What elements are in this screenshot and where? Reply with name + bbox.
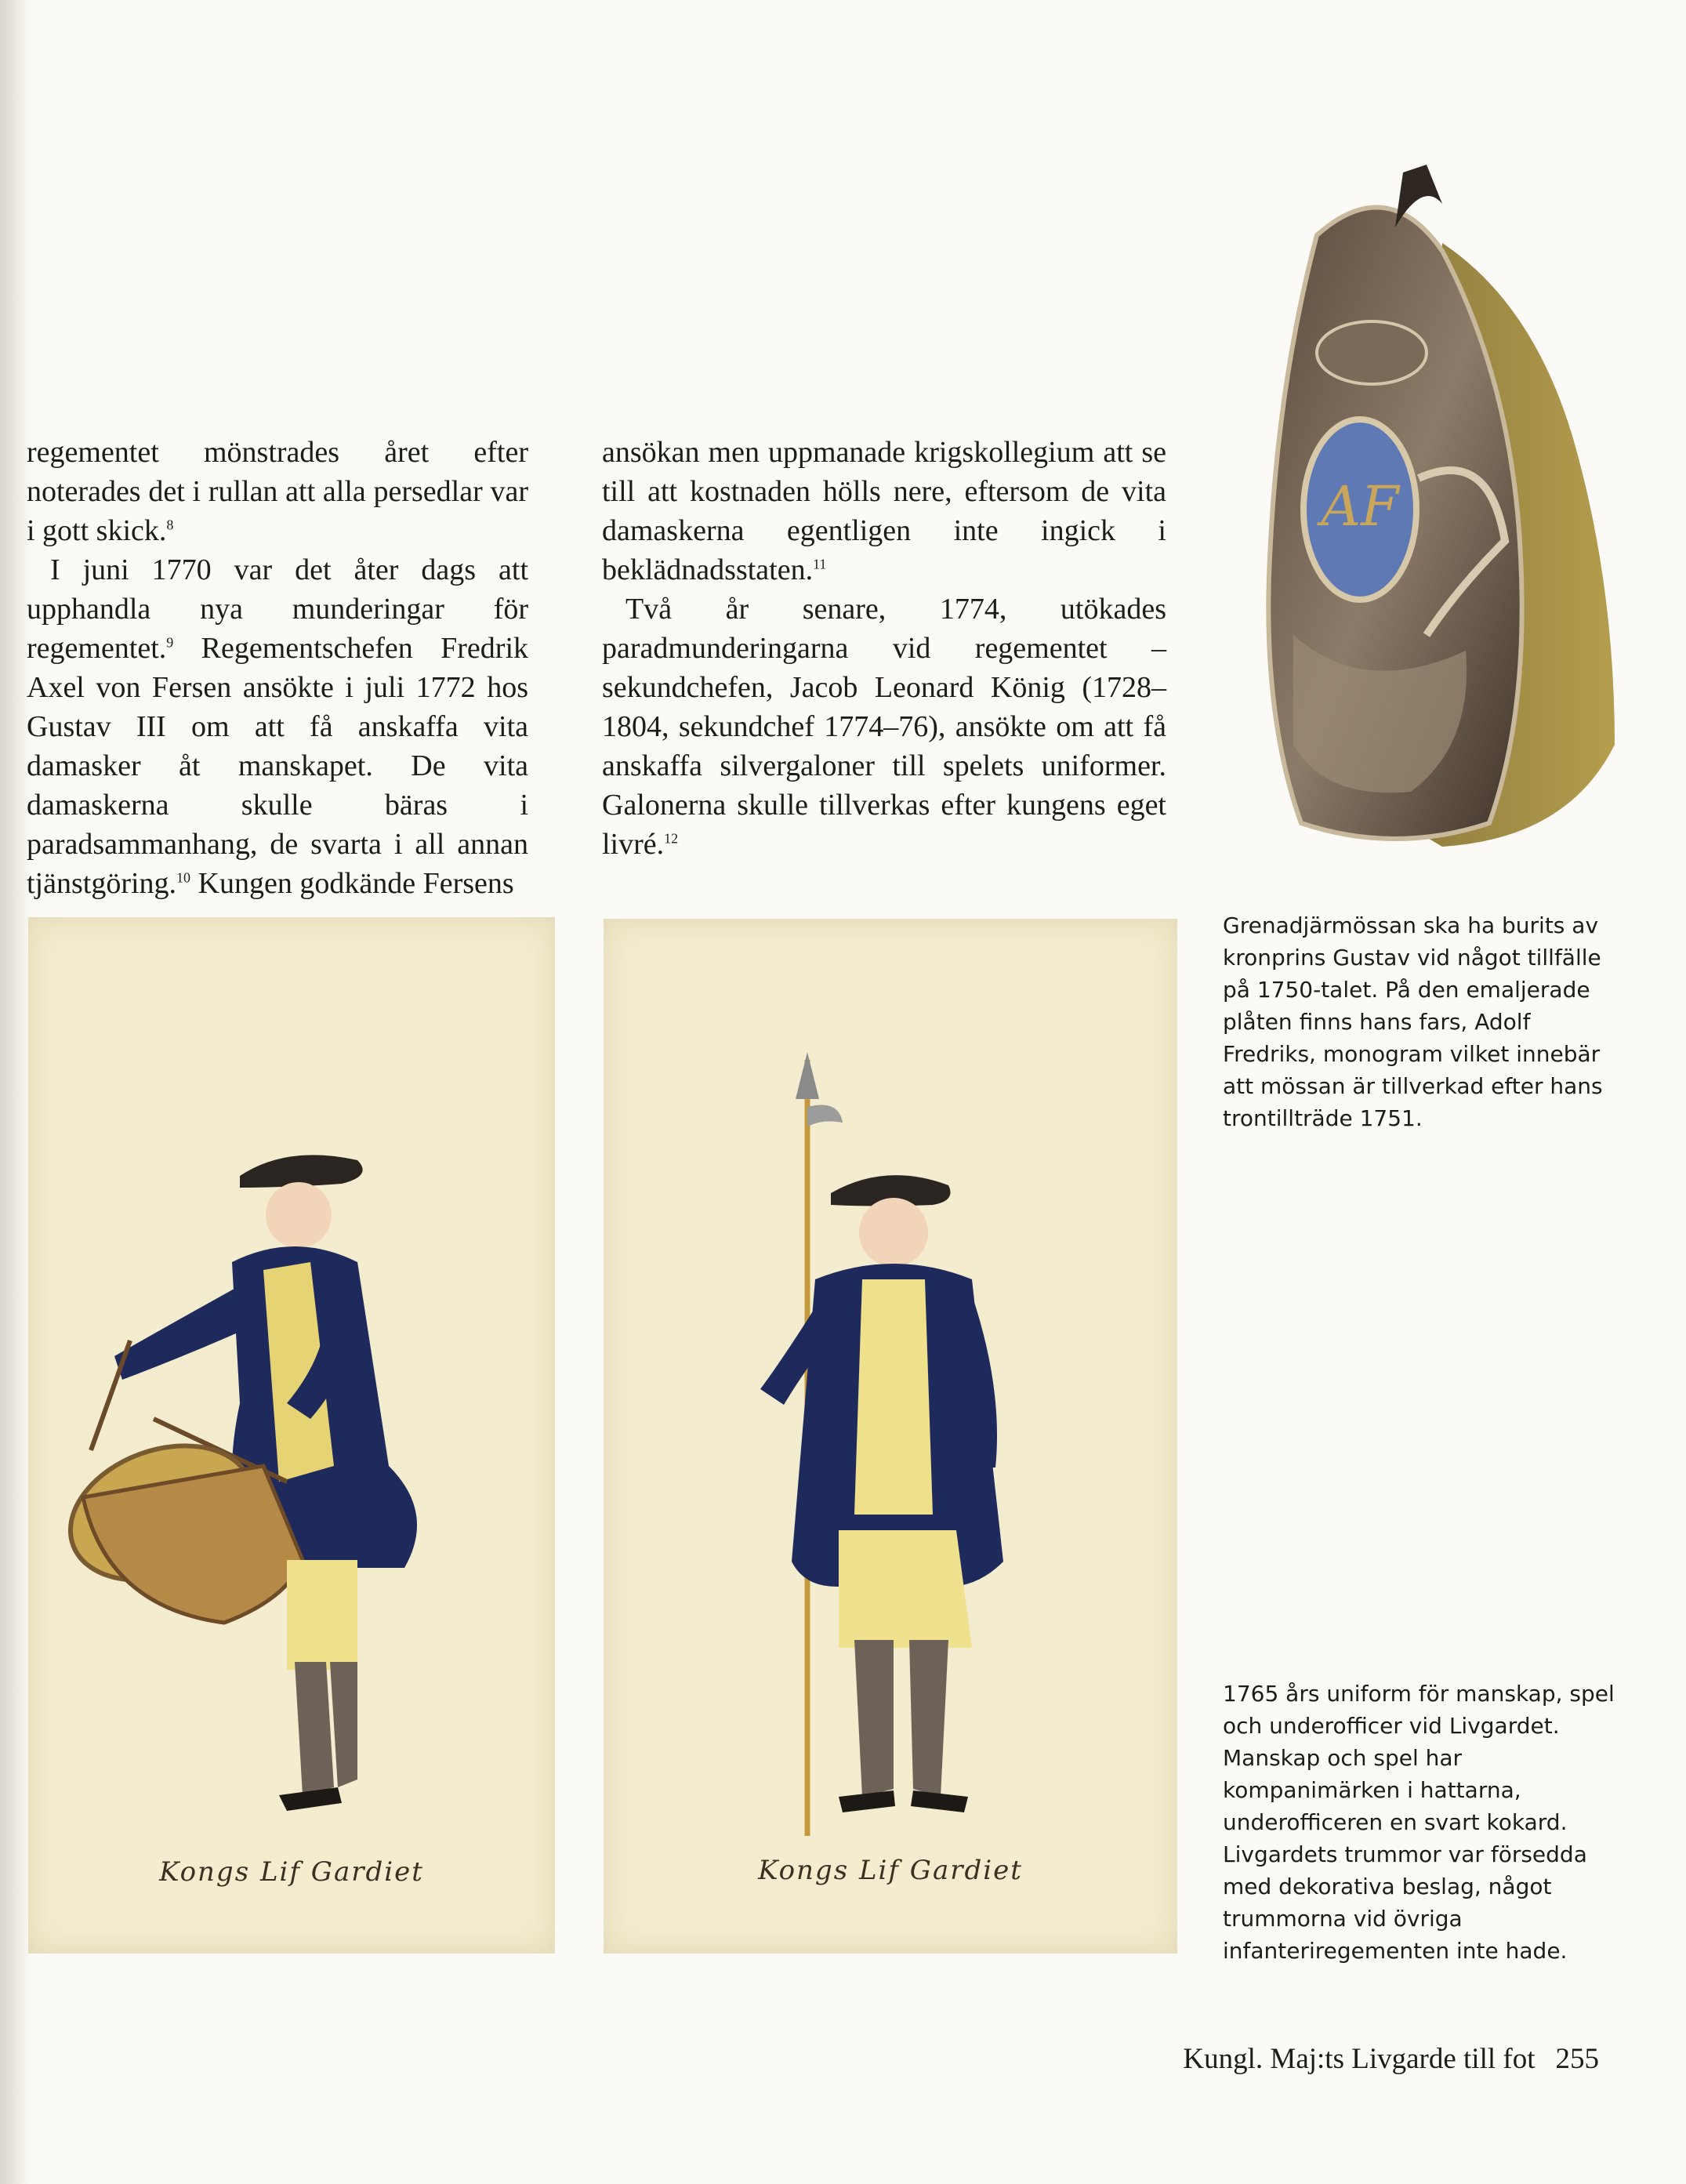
paragraph: ansökan men uppmanade krigskollegium att se till att kostnaden hölls nere, eftersom de vita damaskerna egentligen inte ingick i beklädnadsstaten.$^{11}$ [602,436,1166,586]
running-footer [1160,2042,1599,2076]
running-title: Kungl. Maj:ts Livgarde till fot [1183,2043,1536,2075]
footnote-ref: 8 [166,517,174,533]
svg-text:AF: AF [1321,474,1399,539]
page-gutter-shadow [0,0,31,2184]
halberdier-inscription: Kongs Lif Gardiet [758,1855,1023,1886]
halberdier-illustration [604,919,1177,1954]
footnote-ref: 11 [813,556,827,572]
footnote-ref: 9 [166,634,174,651]
footnote-ref: 10 [176,869,191,886]
uniform-caption: 1765 års uniform för manskap, spel och underofficer vid Livgardet. Manskap och spel har kompanimärken i hattarna, underofficeren en svart kokard. Livgardets trummor var försedda med dekorativa beslag, något trummorna vid övriga infanteriregementen inte hade. [1223,1681,1615,1964]
paragraph: I juni 1770 var det åter dags att upphandla nya munderingar för regementet.$^9$ Regementschefen Fredrik Axel von Fersen ansökte i juli 1772 hos Gustav III om att få anskaffa vita damasker åt manskapet. De vita damaskerna skulle bäras i paradsammanhang, de svarta i all annan tjänstgöring.$^{10}$ Kungen godkände Fersens [27,553,528,900]
helmet-caption: Grenadjärmössan ska ha burits av kronprins Gustav vid något tillfälle på 1750-talet. På den emaljerade plåten finns hans fars, Adolf Fredriks, monogram vilket innebär att mössan är tillverkad efter hans trontillträde 1751. [1223,912,1603,1131]
drummer-illustration [28,917,555,1954]
drummer-inscription: Kongs Lif Gardiet [159,1856,424,1888]
page-number: 255 [1555,2043,1599,2075]
grenadier-cap-photo [1207,149,1630,847]
paragraph: regementet mönstrades året efter noterades det i rullan att alla persedlar var i gott skick.$^8$ [27,436,528,547]
body-column-middle [602,433,1166,864]
paragraph: Två år senare, 1774, utökades paradmunderingarna vid regementet – sekundchefen, Jacob Leonard König (1728–1804, sekundchef 1774–76), ansökte om att få anskaffa silvergaloner till spelets uniformer. Galonerna skulle tillverkas efter kungens eget livré.$^{12}$ [602,593,1166,861]
footnote-ref: 12 [664,830,679,847]
body-column-left [27,433,528,903]
